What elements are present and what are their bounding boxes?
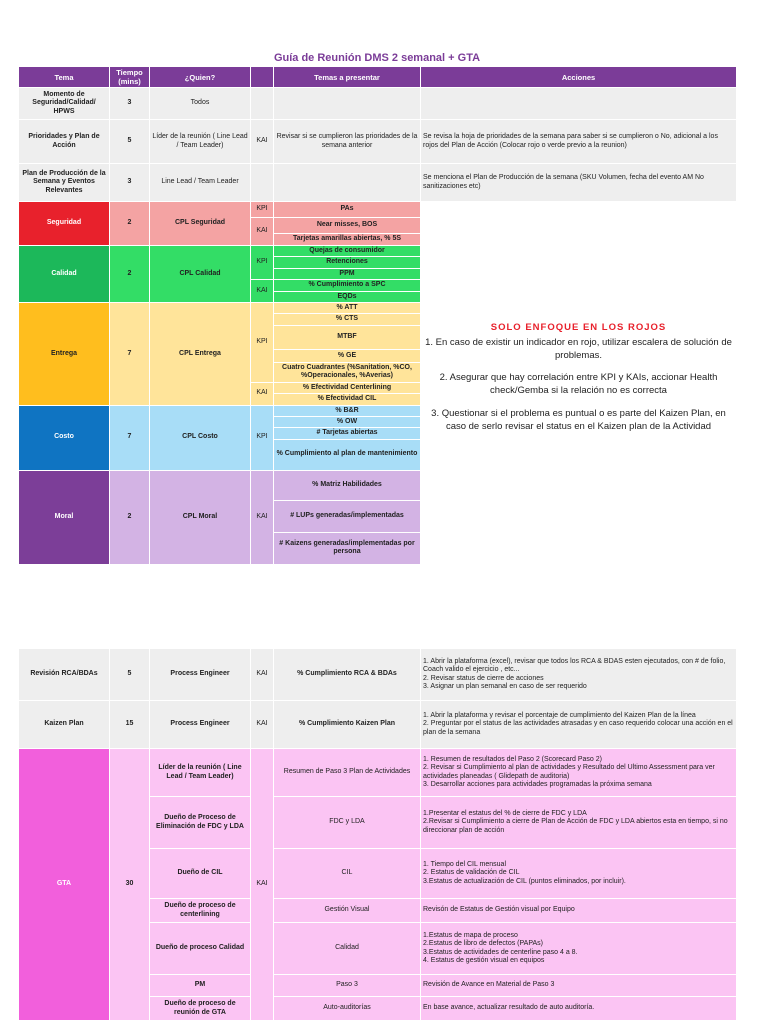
meeting-guide-table [18, 66, 737, 565]
focus-panel [421, 202, 737, 565]
entrega-quien: CPL Entrega [150, 302, 251, 405]
acciones-cell [421, 88, 737, 120]
gta-quien: Dueño de proceso Calidad [150, 923, 251, 975]
kai-label: KAI [251, 382, 274, 405]
gta-temas: Calidad [274, 923, 421, 975]
seguridad-row [19, 202, 737, 218]
acciones-cell: 1. Abrir la plataforma (excel), revisar que todos los RCA & BDAS esten ejecutados, con # de folio, Coach valido el ejercicio , etc... 2. Revisar status de cierre de acciones 3. Asignar un plan semanal en caso de ser requerido [421, 649, 737, 701]
entrega-item: MTBF [274, 325, 421, 349]
table-row [19, 649, 737, 701]
tema-cell: Momento de Seguridad/Calidad/ HPWS [19, 88, 110, 120]
seguridad-item: Tarjetas amarillas abiertas, % 5S [274, 234, 421, 246]
tiempo-cell: 5 [110, 120, 150, 164]
gta-tipo: KAI [251, 749, 274, 1021]
seguridad-item: PAs [274, 202, 421, 218]
quien-cell: Process Engineer [150, 649, 251, 701]
tipo-cell [251, 164, 274, 202]
gta-table [18, 648, 737, 1021]
table-row [19, 88, 737, 120]
gta-acciones: Revisión de Avance en Material de Paso 3 [421, 975, 737, 997]
tema-cell: Plan de Producción de la Semana y Eventos Relevantes [19, 164, 110, 202]
entrega-item: % Efectividad CIL [274, 394, 421, 405]
temas-cell: % Cumplimiento Kaizen Plan [274, 701, 421, 749]
quien-cell: Process Engineer [150, 701, 251, 749]
costo-tema: Costo [19, 405, 110, 470]
costo-item: % OW [274, 416, 421, 427]
entrega-item: % Efectividad Centerlining [274, 382, 421, 393]
calidad-item: PPM [274, 268, 421, 279]
gta-quien: Dueño de proceso de centerlining [150, 899, 251, 923]
kai-label: KAI [251, 280, 274, 303]
header-row [19, 67, 737, 88]
tema-cell: Prioridades y Plan de Acción [19, 120, 110, 164]
header-tipo [251, 67, 274, 88]
calidad-tema: Calidad [19, 246, 110, 303]
costo-quien: CPL Costo [150, 405, 251, 470]
temas-cell [274, 164, 421, 202]
gta-acciones: 1.Presentar el estatus del % de cierre de FDC y LDA 2.Revisar si Cumplimiento a cierre de Plan de Acción de FDC y LDA abiertos esta en tiempo, si no direccionar plan de acción [421, 797, 737, 849]
focus-point-3: 3. Questionar si el problema es puntual o es parte del Kaizen Plan, en caso de serlo revisar el status en el Kaizen plan de la Actividad [431, 408, 726, 432]
focus-point-2: 2. Asegurar que hay correlación entre KPI y KAIs, accionar Health check/Gemba si la relación no es correcta [439, 372, 718, 397]
entrega-item: % ATT [274, 302, 421, 313]
temas-cell: % Cumplimiento RCA & BDAs [274, 649, 421, 701]
focus-point-1: 1. En caso de existir un indicador en rojo, utilizar escalera de solución de problemas. [425, 336, 732, 361]
tiempo-cell: 3 [110, 88, 150, 120]
moral-quien: CPL Moral [150, 470, 251, 564]
costo-tiempo: 7 [110, 405, 150, 470]
calidad-item: Quejas de consumidor [274, 246, 421, 257]
tipo-cell [251, 88, 274, 120]
table-row [19, 164, 737, 202]
gta-quien: Dueño de Proceso de Eliminación de FDC y LDA [150, 797, 251, 849]
kpi-label: KPI [251, 202, 274, 218]
header-temas: Temas a presentar [274, 67, 421, 88]
gta-row [19, 749, 737, 797]
table-row [19, 701, 737, 749]
tiempo-cell: 3 [110, 164, 150, 202]
calidad-item: Retenciones [274, 257, 421, 268]
tiempo-cell: 15 [110, 701, 150, 749]
acciones-cell: 1. Abrir la plataforma y revisar el porcentaje de cumplimiento del Kaizen Plan de la línea 2. Preguntar por el status de las actividades atrasadas y en caso requerido colocar una acción en el plan de la semana [421, 701, 737, 749]
focus-heading: SOLO ENFOQUE EN LOS ROJOS [490, 322, 667, 333]
tipo-cell: KAI [251, 120, 274, 164]
gta-tema: GTA [19, 749, 110, 1021]
header-quien: ¿Quien? [150, 67, 251, 88]
gta-tiempo: 30 [110, 749, 150, 1021]
temas-cell [274, 88, 421, 120]
gta-acciones: 1. Tiempo del CIL mensual 2. Estatus de validación de CIL 3.Estatus de actualización de CIL (puntos eliminados, por incluir). [421, 849, 737, 899]
entrega-tiempo: 7 [110, 302, 150, 405]
gta-acciones: En base avance, actualizar resultado de auto auditoría. [421, 997, 737, 1021]
seguridad-item: Near misses, BOS [274, 218, 421, 234]
seguridad-tema: Seguridad [19, 202, 110, 246]
gta-temas: Paso 3 [274, 975, 421, 997]
tipo-cell: KAI [251, 649, 274, 701]
gta-temas: Gestión Visual [274, 899, 421, 923]
header-tiempo: Tiempo (mins) [110, 67, 150, 88]
header-tema: Tema [19, 67, 110, 88]
moral-tiempo: 2 [110, 470, 150, 564]
quien-cell: Todos [150, 88, 251, 120]
gta-quien: Dueño de proceso de reunión de GTA [150, 997, 251, 1021]
gta-acciones: 1. Resumen de resultados del Paso 2 (Scorecard Paso 2) 2. Revisar si Cumplimiento al plan de actividades y Resultado del Ultimo Assessment para ver actividades planeadas ( Glidepath de auditoria) 3. Desarrollar acciones para actividades programadas la próxima semana [421, 749, 737, 797]
header-acciones: Acciones [421, 67, 737, 88]
gta-quien: Dueño de CIL [150, 849, 251, 899]
entrega-item: % CTS [274, 314, 421, 325]
calidad-tiempo: 2 [110, 246, 150, 303]
kpi-label: KPI [251, 246, 274, 280]
tema-cell: Kaizen Plan [19, 701, 110, 749]
gta-quien: PM [150, 975, 251, 997]
costo-item: % Cumplimiento al plan de mantenimiento [274, 439, 421, 470]
gta-temas: Auto-auditorías [274, 997, 421, 1021]
table-row [19, 120, 737, 164]
quien-cell: Líder de la reunión ( Line Lead / Team Leader) [150, 120, 251, 164]
seguridad-tiempo: 2 [110, 202, 150, 246]
tipo-cell: KAI [251, 701, 274, 749]
acciones-cell: Se menciona el Plan de Producción de la semana (SKU Volumen, fecha del evento AM No sanitizaciones etc) [421, 164, 737, 202]
acciones-cell: Se revisa la hoja de prioridades de la semana para saber si se cumplieron o No, adicional a los rojos del Plan de Acción (Colocar rojo o verde previo a la reunion) [421, 120, 737, 164]
kpi-label: KPI [251, 405, 274, 470]
calidad-quien: CPL Calidad [150, 246, 251, 303]
gta-temas: Resumen de Paso 3 Plan de Actividades [274, 749, 421, 797]
gta-quien: Líder de la reunión ( Line Lead / Team Leader) [150, 749, 251, 797]
gta-temas: FDC y LDA [274, 797, 421, 849]
calidad-item: EQDs [274, 291, 421, 302]
gta-acciones: 1.Estatus de mapa de proceso 2.Estatus de libro de defectos (PAPAs) 3.Estatus de actividades de centerline paso 4 a 8. 4. Estatus de gestión visual en equipos [421, 923, 737, 975]
costo-item: % B&R [274, 405, 421, 416]
calidad-item: % Cumplimiento a SPC [274, 280, 421, 291]
page-title: Guía de Reunión DMS 2 semanal + GTA [273, 52, 481, 64]
moral-item: % Matriz Habilidades [274, 470, 421, 500]
moral-tema: Moral [19, 470, 110, 564]
moral-item: # Kaizens generadas/implementadas por persona [274, 532, 421, 564]
entrega-tema: Entrega [19, 302, 110, 405]
moral-item: # LUPs generadas/implementadas [274, 500, 421, 532]
tiempo-cell: 5 [110, 649, 150, 701]
tema-cell: Revisión RCA/BDAs [19, 649, 110, 701]
temas-cell: Revisar si se cumplieron las prioridades de la semana anterior [274, 120, 421, 164]
quien-cell: Line Lead / Team Leader [150, 164, 251, 202]
gta-acciones: Revisón de Estatus de Gestión visual por Equipo [421, 899, 737, 923]
kai-label: KAI [251, 218, 274, 246]
gta-temas: CIL [274, 849, 421, 899]
costo-item: # Tarjetas abiertas [274, 428, 421, 439]
seguridad-quien: CPL Seguridad [150, 202, 251, 246]
entrega-item: Cuatro Cuadrantes (%Sanitation, %CO, %Operacionales, %Averias) [274, 362, 421, 382]
kpi-label: KPI [251, 302, 274, 382]
kai-label: KAI [251, 470, 274, 564]
entrega-item: % GE [274, 349, 421, 362]
